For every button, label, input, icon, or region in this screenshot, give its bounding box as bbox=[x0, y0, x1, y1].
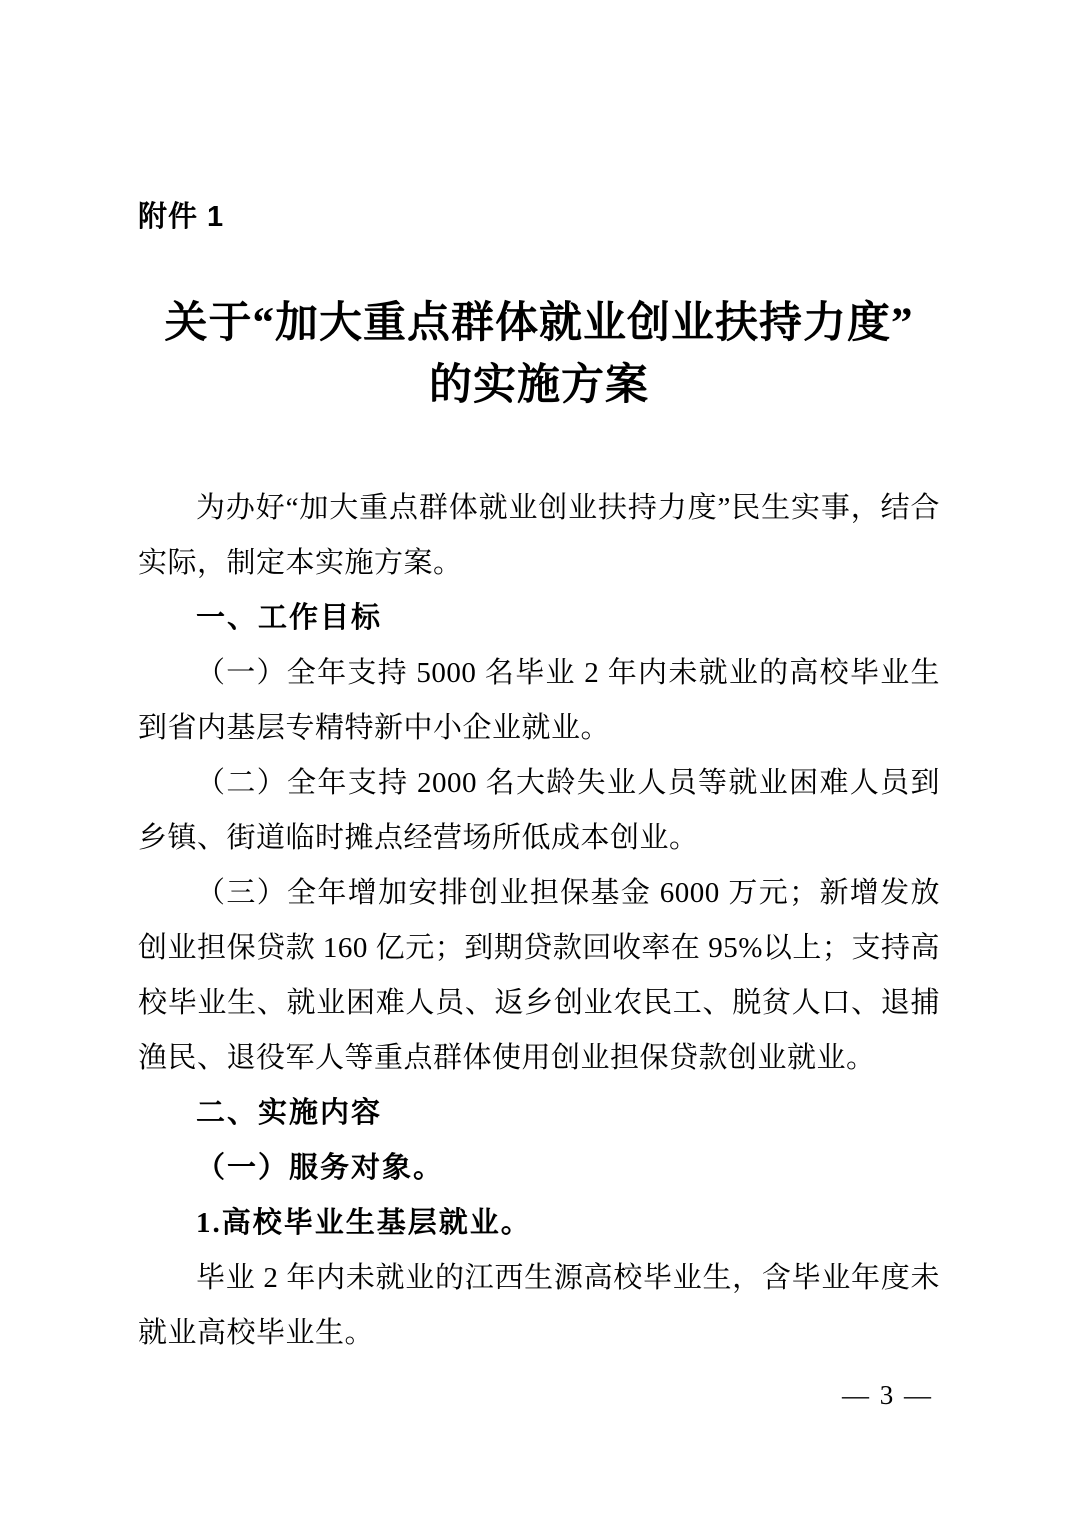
goal-item-2: （二）全年支持 2000 名大龄失业人员等就业困难人员到乡镇、街道临时摊点经营场所低成本创业。 bbox=[138, 767, 940, 854]
document-title-line-1: 关于“加大重点群体就业创业扶持力度” bbox=[164, 300, 914, 347]
section-heading-work-goals: 一、工作目标 bbox=[196, 602, 383, 634]
document-title bbox=[138, 293, 940, 417]
subitem-body-graduate-employment: 毕业 2 年内未就业的江西生源高校毕业生，含毕业年度未就业高校毕业生。 bbox=[138, 1262, 940, 1349]
goal-item-1: （一）全年支持 5000 名毕业 2 年内未就业的高校毕业生到省内基层专精特新中小企业就业。 bbox=[138, 657, 940, 744]
subsection-heading-service-targets: （一）服务对象。 bbox=[196, 1152, 445, 1184]
intro-paragraph: 为办好“加大重点群体就业创业扶持力度”民生实事，结合实际，制定本实施方案。 bbox=[138, 492, 940, 579]
subitem-heading-graduate-employment: 1.高校毕业生基层就业。 bbox=[196, 1207, 532, 1239]
document-body bbox=[138, 481, 940, 1361]
section-heading-implementation: 二、实施内容 bbox=[196, 1097, 383, 1129]
document-title-line-2: 的实施方案 bbox=[429, 362, 649, 409]
goal-item-3: （三）全年增加安排创业担保基金 6000 万元；新增发放创业担保贷款 160 亿元；到期贷款回收率在 95%以上；支持高校毕业生、就业困难人员、返乡创业农民工、脱贫人口、退捕渔民、退役军人等重点群体使用创业担保贷款创业就业。 bbox=[138, 877, 940, 1074]
attachment-label: 附件 1 bbox=[138, 201, 225, 233]
document-content bbox=[138, 0, 940, 1361]
page-number: — 3 — bbox=[842, 1380, 933, 1410]
